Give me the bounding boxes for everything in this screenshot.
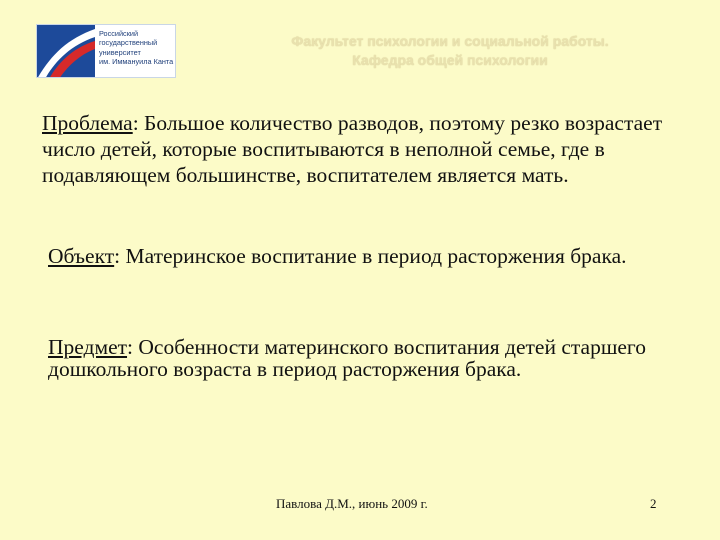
problem-paragraph (42, 110, 682, 188)
subject-paragraph (48, 336, 708, 380)
logo-text: Российский государственный университет им. Иммануила Канта (99, 29, 174, 67)
problem-text: : Большое количество разводов, поэтому резко возрастает число детей, которые воспитываются в неполной семье, где в подавляющем большинстве, воспитателем является мать. (42, 111, 663, 187)
university-logo (36, 24, 176, 78)
object-paragraph (48, 243, 688, 269)
object-term: Объект (48, 244, 115, 268)
slide-header (190, 32, 710, 70)
footer-author: Павлова Д.М., июнь 2009 г. (276, 496, 428, 511)
header-faculty: Факультет психологии и социальной работы. (291, 33, 609, 49)
page-number: 2 (650, 496, 657, 511)
header-department: Кафедра общей психологии (352, 52, 548, 68)
object-text: : Материнское воспитание в период расторжения брака. (114, 244, 627, 268)
problem-term: Проблема (42, 111, 133, 135)
subject-text: : Особенности материнского воспитания детей старшего дошкольного возраста в период расторжения брака. (48, 335, 646, 381)
subject-term: Предмет (48, 335, 128, 359)
